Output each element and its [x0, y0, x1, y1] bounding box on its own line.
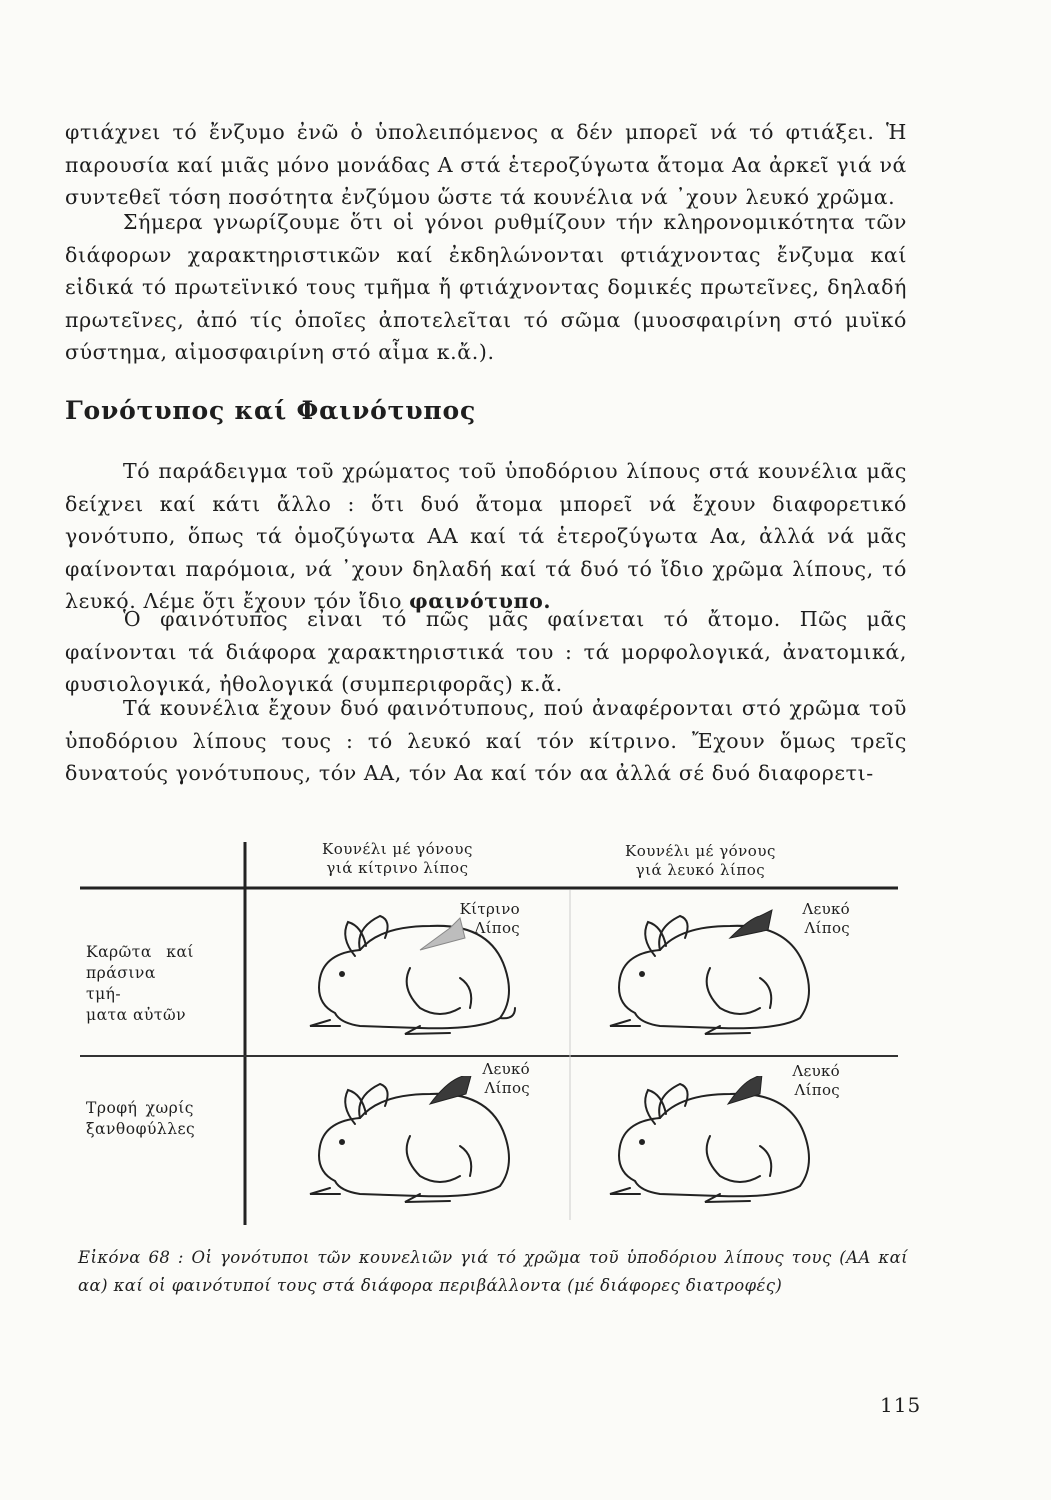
- paragraph-genes-proteins-text: Σήμερα γνωρίζουμε ὅτι οἱ γόνοι ρυθμίζουν τήν κληρονομικότητα τῶν διάφορων χαρακτηριστικῶν καί ἐκδηλώνονται φτιάχνοντας ἔνζυμα καί εἰδικά τό πρωτεϊνικό τους τμῆμα ἤ φτιάχνοντας δομικές πρωτεῖνες, δηλαδή πρωτεῖνες, ἀπό τίς ὁποῖες ἀποτελεῖται τό σῶμα (μυοσφαιρίνη στό μυϊκό σύστημα, αἱμοσφαιρίνη στό αἷμα κ.ἄ.).: [65, 210, 907, 364]
- figure-68: [60, 820, 920, 1240]
- paragraph-example: [65, 455, 907, 618]
- figure-caption: Εἰκόνα 68 : Οἱ γονότυποι τῶν κουνελιῶν γιά τό χρῶμα τοῦ ὑποδόριου λίπους τους (ΑΑ καί αα) καί οἱ φαινότυποί τους στά διάφορα περιβάλλοντα (μέ διάφορες διατροφές): [78, 1248, 908, 1295]
- row-header-carrots-line2: πράσινα τμή-: [86, 964, 156, 1003]
- row-header-carrots: [86, 942, 194, 1026]
- page-number: 115: [880, 1393, 922, 1417]
- label-white-fat-3-line1: Λευκό: [792, 1062, 840, 1080]
- label-yellow-fat-line1: Κίτρινο: [459, 900, 520, 918]
- label-white-fat-3-line2: Λίπος: [794, 1081, 840, 1099]
- label-white-fat-1-line2: Λίπος: [804, 919, 850, 937]
- rabbit-yellow-fat-icon: [300, 908, 560, 1038]
- row-header-no-xanthophylls: [86, 1098, 194, 1140]
- column-header-white-line2: γιά λευκό λίπος: [635, 861, 766, 879]
- paragraph-phenotype-definition: [65, 603, 907, 701]
- row-header-nox-line1: Τροφή χωρίς: [86, 1099, 194, 1117]
- column-header-yellow-genes: [322, 840, 473, 878]
- paragraph-genes-proteins: [65, 206, 907, 369]
- row-header-nox-line2: ξανθοφύλλες: [86, 1120, 196, 1138]
- label-white-fat-2-line1: Λευκό: [482, 1060, 530, 1078]
- term-phenotype: φαινότυπο.: [409, 589, 552, 613]
- row-header-carrots-line1: Καρῶτα καί: [86, 943, 194, 961]
- rabbit-white-fat-3-icon: [600, 1076, 860, 1206]
- rabbit-white-fat-2-icon: [300, 1076, 560, 1206]
- label-white-fat-1-line1: Λευκό: [802, 900, 850, 918]
- column-header-white-line1: Κουνέλι μέ γόνους: [625, 842, 776, 860]
- paragraph-two-phenotypes: [65, 692, 907, 790]
- paragraph-example-text: Τό παράδειγμα τοῦ χρώματος τοῦ ὑποδόριου λίπους στά κουνέλια μᾶς δείχνει καί κάτι ἄλλο : ὅτι δυό ἄτομα μπορεῖ νά ἔχουν διαφορετικό γονότυπο, ὅπως τά ὁμοζύγωτα ΑΑ καί τά ἑτεροζύγωτα Αα, ἀλλά νά μᾶς φαίνονται παρόμοια, νά ᾽χουν δηλαδή καί τά δυό τό ἴδιο χρῶμα λίπους, τό λευκό. Λέμε ὅτι ἔχουν τόν ἴδιο: [65, 459, 907, 613]
- column-header-white-genes: [625, 842, 776, 880]
- column-header-yellow-line1: Κουνέλι μέ γόνους: [322, 840, 473, 858]
- paragraph-phenotype-definition-text: Ὁ φαινότυπος εἶναι τό πῶς μᾶς φαίνεται τό ἄτομο. Πῶς μᾶς φαίνονται τά διάφορα χαρακτηριστικά του : τά μορφολογικά, ἀνατομικά, φυσιολογικά, ἠθολογικά (συμπεριφορᾶς) κ.ἄ.: [65, 607, 907, 696]
- column-header-yellow-line2: γιά κίτρινο λίπος: [326, 859, 469, 877]
- label-white-fat-2-line2: Λίπος: [484, 1079, 530, 1097]
- paragraph-two-phenotypes-text: Τά κουνέλια ἔχουν δυό φαινότυπους, πού ἀναφέρονται στό χρῶμα τοῦ ὑποδόριου λίπους τους : τό λευκό καί τόν κίτρινο. Ἔχουν ὅμως τρεῖς δυνατούς γονότυπους, τόν ΑΑ, τόν Αα καί τόν αα ἀλλά σέ δυό διαφορετι-: [65, 696, 907, 785]
- section-heading: Γονότυπος καί Φαινότυπος: [65, 396, 476, 425]
- label-yellow-fat-line2: Λίπος: [474, 919, 520, 937]
- row-header-carrots-line3: ματα αὐτῶν: [86, 1006, 187, 1024]
- rabbit-white-fat-icon: [600, 908, 860, 1038]
- paragraph-enzyme: φτιάχνει τό ἔνζυμο ἐνῶ ὁ ὑπολειπόμενος α δέν μπορεῖ νά τό φτιάξει. Ἡ παρουσία καί μιᾶς μόνο μονάδας Α στά ἑτεροζύγωτα ἄτομα Αα ἀρκεῖ γιά νά συντεθεῖ τόση ποσότητα ἐνζύμου ὥστε τά κουνέλια νά ᾽χουν λευκό χρῶμα.: [65, 120, 907, 209]
